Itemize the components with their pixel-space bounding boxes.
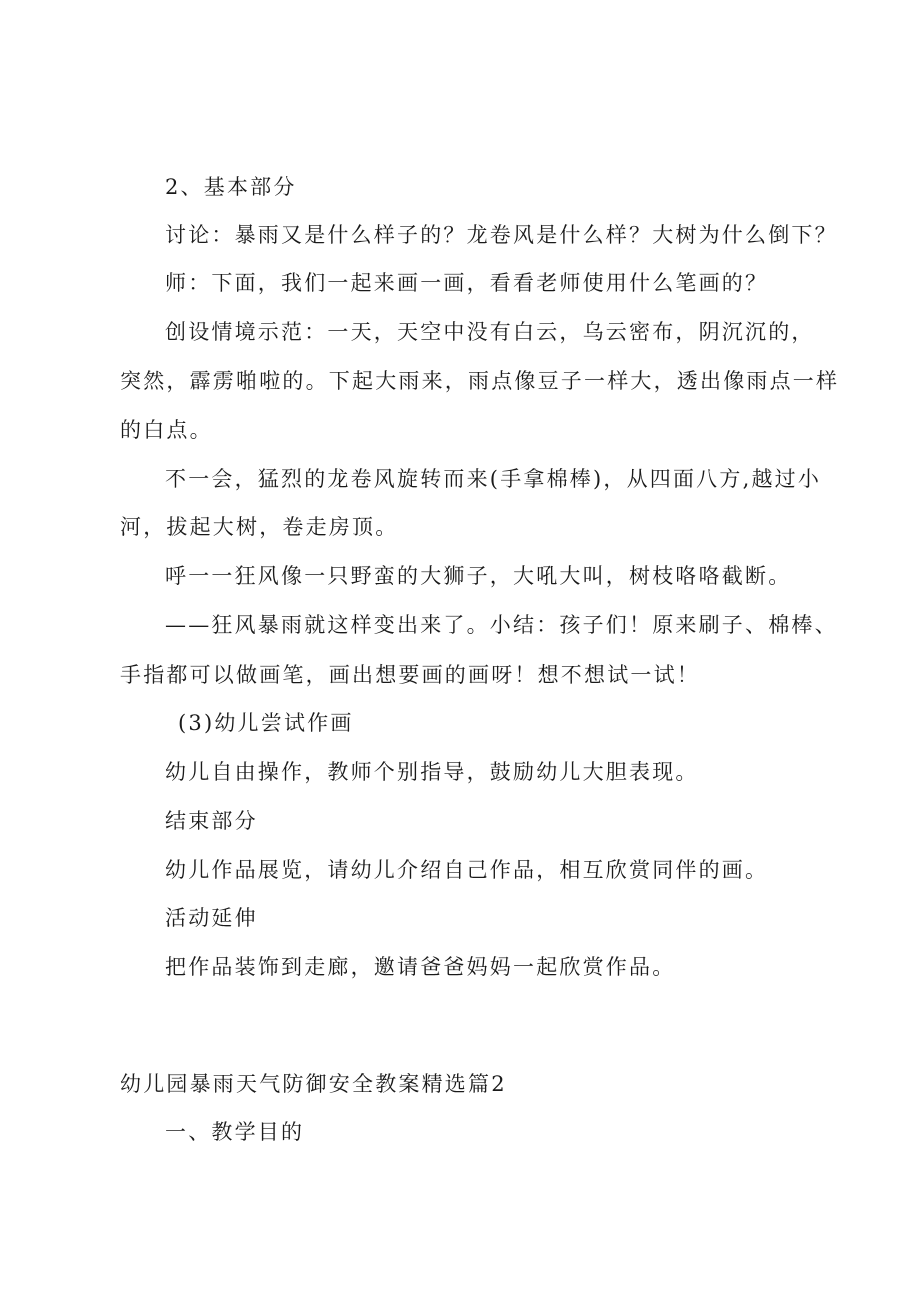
section-heading-goals: 一、教学目的 [165,1120,305,1144]
paragraph-line: 把作品装饰到走廊，邀请爸爸妈妈一起欣赏作品。 [165,955,676,979]
paragraph-line: 不一会，猛烈的龙卷风旋转而来(手拿棉棒)，从四面八方,越过小 [165,467,822,491]
section-heading-extension: 活动延伸 [165,906,258,930]
paragraph-line: 突然，霹雳啪啦的。下起大雨来，雨点像豆子一样大，透出像雨点一样 [120,369,840,393]
article-title: 幼儿园暴雨天气防御安全教案精选篇2 [120,1072,507,1096]
paragraph-line: 创设情境示范：一天，天空中没有白云，乌云密布，阴沉沉的， [165,320,815,344]
paragraph-line: 手指都可以做画笔，画出想要画的画呀！想不想试一试！ [120,663,700,687]
subheading-children-try: (3)幼儿尝试作画 [178,711,354,735]
paragraph-line: 呼一一狂风像一只野蛮的大狮子，大吼大叫，树枝咯咯截断。 [165,564,792,588]
section-heading-basic: 2、基本部分 [165,175,297,199]
paragraph-line: ——狂风暴雨就这样变出来了。小结：孩子们！原来刷子、棉棒、 [165,613,838,637]
section-heading-ending: 结束部分 [165,809,258,833]
paragraph-line: 讨论：暴雨又是什么样子的？龙卷风是什么样？大树为什么倒下？ [165,223,838,247]
paragraph-line: 幼儿作品展览，请幼儿介绍自己作品，相互欣赏同伴的画。 [165,858,769,882]
paragraph-line: 的白点。 [120,418,213,442]
paragraph-line: 师：下面，我们一起来画一画，看看老师使用什么笔画的？ [165,271,769,295]
paragraph-line: 幼儿自由操作，教师个别指导，鼓励幼儿大胆表现。 [165,760,699,784]
paragraph-line: 河，拔起大树，卷走房顶。 [120,515,399,539]
